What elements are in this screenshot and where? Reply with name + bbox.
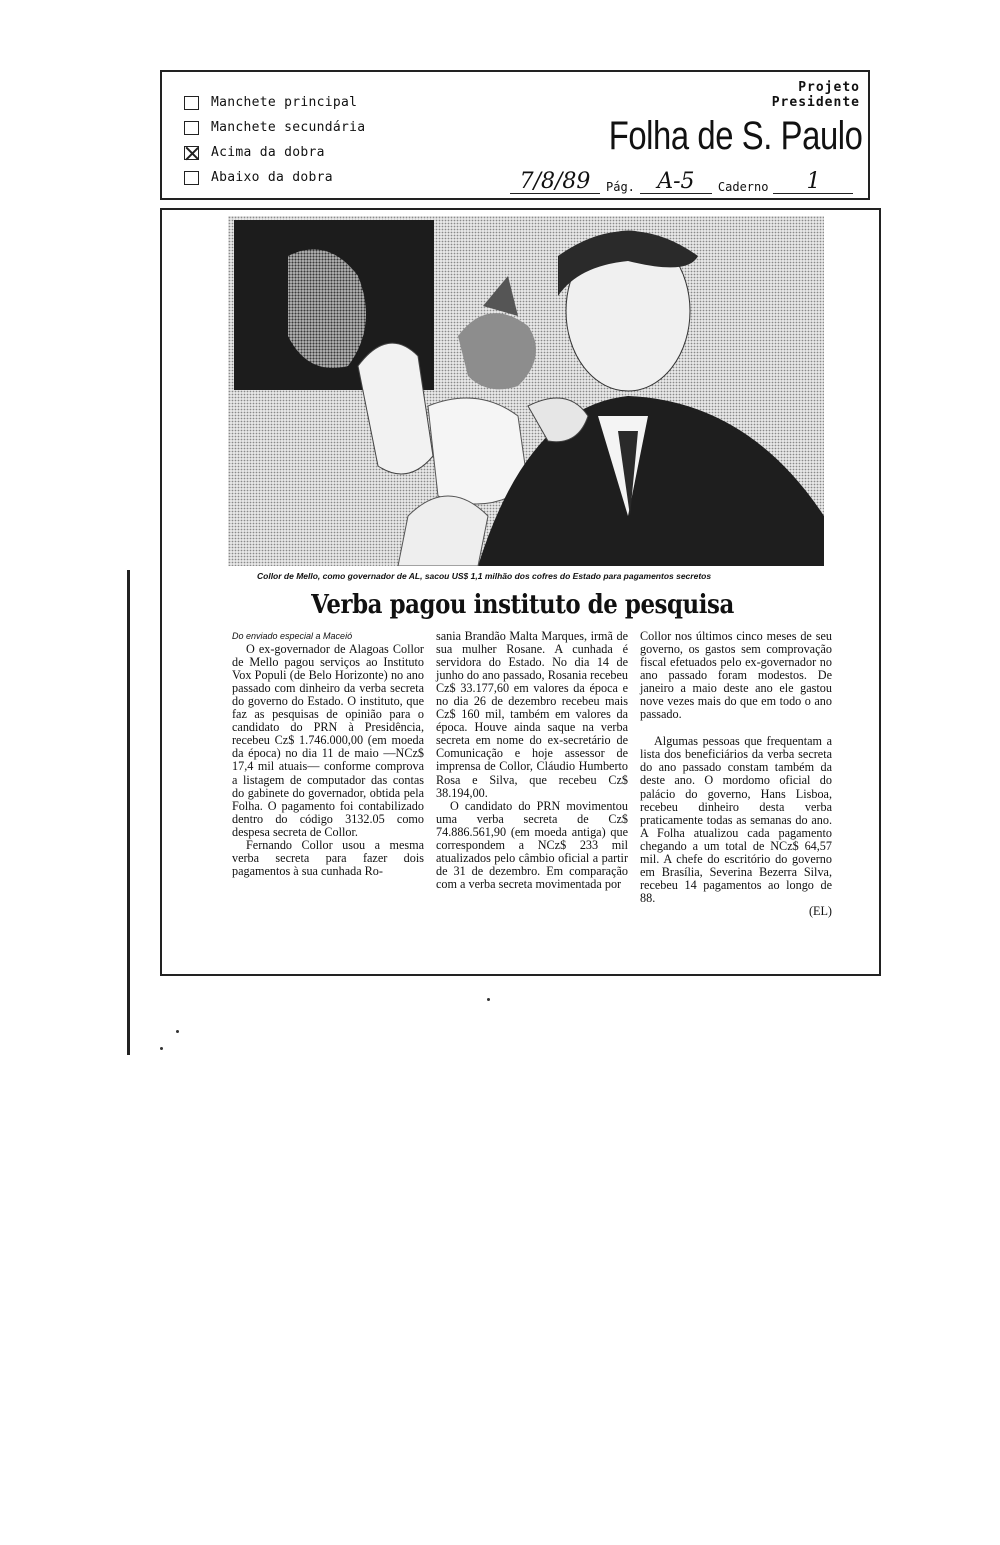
paragraph: Fernando Collor usou a mesma verba secreta para fazer dois pagamentos à sua cunhada Ro- <box>232 837 424 878</box>
scan-margin-line <box>127 570 130 1055</box>
article-column-3 <box>640 630 832 918</box>
checkbox-label: Manchete secundária <box>211 120 366 135</box>
project-line-2: Presidente <box>771 95 860 110</box>
article-body <box>232 630 832 918</box>
paragraph: Algumas pessoas que frequentam a lista dos beneficiários da verba secreta do ano passado constam também da deste ano. O mordomo oficial do palácio do governo, Hans Lisboa, recebeu dinheiro desta verba praticamente todas as semanas do ano. A Folha atualizou cada pagamento chegando a um total de NCz$ 64,57 mil. A chefe do escritório do governo em Brasília, Severina Bezerra Silva, recebeu 14 pagamentos ao longo de 88. <box>640 734 832 905</box>
checkbox-abaixo-da-dobra[interactable] <box>184 171 199 185</box>
author-signature: (EL) <box>808 903 832 918</box>
checkbox-label: Acima da dobra <box>211 145 325 160</box>
photo-caption: Collor de Mello, como governador de AL, sacou US$ 1,1 milhão dos cofres do Estado para pagamentos secretos <box>257 571 712 581</box>
page-label: Pág. <box>606 180 635 194</box>
checkbox-manchete-secundaria[interactable] <box>184 121 199 135</box>
checkbox-row-abaixo-da-dobra[interactable] <box>184 165 365 190</box>
clipping-form-header <box>160 70 870 200</box>
paragraph: Collor nos últimos cinco meses de seu governo, os gastos sem comprovação fiscal efetuados pelo ex-governador no ano passado foram modestos. De janeiro a maio deste ano ele gastou nove vezes mais do que em todo o ano passado. <box>640 629 832 722</box>
article-column-2 <box>436 630 628 918</box>
scan-speck <box>160 1047 163 1050</box>
paragraph-gap <box>640 721 832 735</box>
scan-speck <box>176 1030 179 1033</box>
section-label: Caderno <box>717 180 769 194</box>
article-headline: Verba pagou instituto de pesquisa <box>311 590 734 620</box>
clipping-meta-line <box>510 168 866 194</box>
checkbox-label: Abaixo da dobra <box>211 170 333 185</box>
photo-illustration <box>228 216 824 566</box>
section-field[interactable]: 1 <box>773 171 853 194</box>
byline: Do enviado especial a Maceió <box>232 631 353 641</box>
checkbox-manchete-principal[interactable] <box>184 96 199 110</box>
project-line-1: Projeto <box>798 80 860 95</box>
checkbox-row-acima-da-dobra[interactable] <box>184 140 365 165</box>
checkbox-row-manchete-secundaria[interactable] <box>184 115 365 140</box>
placement-checklist <box>184 90 365 190</box>
project-label <box>772 80 860 110</box>
checkbox-row-manchete-principal[interactable] <box>184 90 365 115</box>
scan-speck <box>487 998 490 1001</box>
page-field[interactable]: A-5 <box>640 171 712 194</box>
paragraph: O candidato do PRN movimentou uma verba secreta de Cz$ 74.886.561,90 (em moeda antiga) que correspondem a NCz$ 233 mil atualizados pelo câmbio oficial a partir de 31 de dezembro. Em comparação com a verba secreta movimentada por <box>436 798 628 891</box>
article-photo <box>228 216 824 566</box>
date-field[interactable]: 7/8/89 <box>510 171 600 194</box>
newspaper-name: Folha de S. Paulo <box>608 114 862 158</box>
paragraph: O ex-governador de Alagoas Collor de Mello pagou serviços ao Instituto Vox Populi (de Belo Horizonte) no ano passado com dinheiro da verba secreta do governo do Estado. O instituto, que faz as pesquisas de opinião para o candidato do PRN à Presidência, recebeu Cz$ 1.746.000,00 (em moeda da época) no dia 11 de maio —NCz$ 17,4 mil atuais— conforme comprova a listagem de computador das contas do gabinete do governador, obtida pela Folha. O pagamento foi contabilizado dentro do código 3132.05 como despesa secreta de Collor. <box>232 642 424 839</box>
checkbox-label: Manchete principal <box>211 95 358 110</box>
article-column-1 <box>232 630 424 918</box>
paragraph: sania Brandão Malta Marques, irmã de sua mulher Rosane. A cunhada é servidora do Estado. No dia 14 de junho do ano passado, Rosania recebeu Cz$ 33.177,60 em valores da época e no dia 26 de dezembro recebeu mais Cz$ 160 mil, também em valores da época. Houve ainda saque na verba secreta em nome do ex-secretário de Comunicação e hoje assessor de imprensa de Collor, Cláudio Humberto Rosa e Silva, que recebeu Cz$ 38.194,00. <box>436 629 628 800</box>
checkbox-acima-da-dobra[interactable] <box>184 146 199 160</box>
article-clipping <box>160 208 881 976</box>
